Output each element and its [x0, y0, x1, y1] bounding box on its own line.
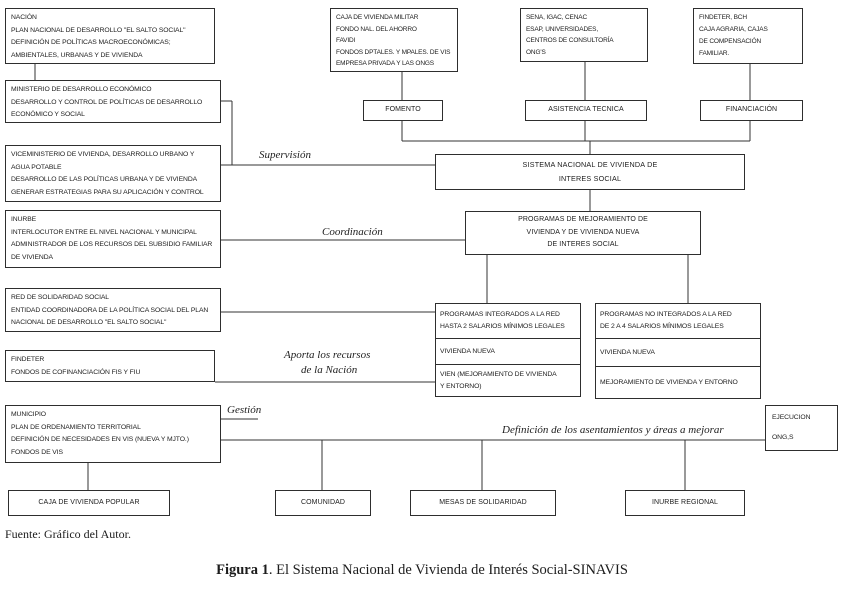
node-programas-integrados-header [436, 304, 580, 338]
text-line: FONDOS DE COFINANCIACIÓN FIS Y FIU [11, 368, 141, 376]
text-line: INURBE [11, 216, 37, 223]
text-line: PROGRAMAS NO INTEGRADOS A LA RED [600, 311, 732, 318]
text-line: NACIÓN [11, 14, 37, 21]
text-line: DE 2 A 4 SALARIOS MÍNIMOS LEGALES [600, 323, 724, 330]
text-line: PROGRAMAS DE MEJORAMIENTO DE [518, 216, 648, 224]
text-line: EJECUCION [772, 414, 811, 421]
node-viceministerio-vivienda [5, 145, 221, 202]
text-line: ADMINISTRADOR DE LOS RECURSOS DEL SUBSIDIO FAMILIAR [11, 241, 213, 248]
text-line: EMPRESA PRIVADA Y LAS ONGS [336, 60, 434, 68]
node-sistema-nacional [435, 154, 745, 190]
node-nacion [5, 8, 215, 64]
text-line: VICEMINISTERIO DE VIVIENDA, DESARROLLO URBANO Y [11, 151, 195, 158]
node-programas-no-integrados-header [596, 304, 760, 338]
text-line: CAJA AGRARIA, CAJAS [699, 26, 768, 33]
edge-label-coordinacion: Coordinación [322, 226, 383, 238]
text-line: Y ENTORNO) [440, 382, 482, 390]
text-line: AGUA POTABLE [11, 163, 62, 171]
text-line: GENERAR ESTRATEGIAS PARA SU APLICACIÓN Y CONTROL [11, 188, 204, 196]
text-line: VIEN (MEJORAMIENTO DE VIVIENDA [440, 370, 557, 378]
node-fomento: FOMENTO [363, 100, 443, 121]
text-line: VIVIENDA Y DE VIVIENDA NUEVA [526, 228, 640, 236]
text-line: FONDO NAL. DEL AHORRO [336, 25, 417, 33]
node-ministerio-desarrollo [5, 80, 221, 123]
text-line: MINISTERIO DE DESARROLLO ECONÓMICO [11, 86, 152, 93]
text-line: HASTA 2 SALARIOS MÍNIMOS LEGALES [440, 323, 565, 330]
node-programas-integrados-vivienda-nueva: VIVIENDA NUEVA [436, 338, 580, 364]
edge-label-definicion: Definición de los asentamientos y áreas a mejorar [502, 424, 724, 436]
text-line: CENTROS DE CONSULTORÍA [526, 37, 614, 45]
node-findeter-bch [693, 8, 803, 64]
node-programas-integrados-mejoramiento [436, 364, 580, 396]
text-line: FINDETER, BCH [699, 14, 747, 21]
text-line: RED DE SOLIDARIDAD SOCIAL [11, 294, 109, 301]
edge-label-gestion: Gestión [227, 404, 262, 416]
node-inurbe-regional: INURBE REGIONAL [625, 490, 745, 516]
text-line: PLAN NACIONAL DE DESARROLLO "EL SALTO SOCIAL" [11, 26, 186, 34]
text-line: PLAN DE ORDENAMIENTO TERRITORIAL [11, 423, 141, 431]
text-line: DEFINICIÓN DE NECESIDADES EN VIS (NUEVA Y MJTO.) [11, 436, 189, 443]
edge-label-aporta-line2: de la Nación [301, 364, 358, 376]
text-line: DE INTERES SOCIAL [547, 241, 619, 249]
text-line: DE COMPENSACIÓN [699, 38, 762, 45]
text-line: MUNICIPIO [11, 411, 46, 418]
text-line: MEJORAMIENTO DE VIVIENDA Y ENTORNO [600, 378, 738, 386]
node-sena-igac [520, 8, 648, 62]
figure-caption-number: Figura 1 [216, 562, 269, 578]
text-line: ONG,S [772, 434, 794, 441]
text-line: NACIONAL DE DESARROLLO "EL SALTO SOCIAL" [11, 319, 167, 326]
text-line: DE VIVIENDA [11, 253, 53, 261]
source-note: Fuente: Gráfico del Autor. [5, 527, 131, 541]
text-line: SISTEMA NACIONAL DE VIVIENDA DE [522, 160, 658, 169]
text-line: ESAP, UNIVERSIDADES, [526, 25, 599, 33]
node-programas-no-integrados-vivienda-nueva: VIVIENDA NUEVA [596, 338, 760, 366]
text-line: CAJA DE VIVIENDA MILITAR [336, 14, 419, 21]
text-line: FONDOS DPTALES. Y MPALES. DE VIS [336, 48, 451, 56]
text-line: DEFINICIÓN DE POLÍTICAS MACROECONÓMICAS; [11, 39, 171, 46]
node-findeter [5, 350, 215, 382]
node-caja-vivienda-militar [330, 8, 458, 72]
node-comunidad: COMUNIDAD [275, 490, 371, 516]
text-line: ONG'S [526, 48, 546, 56]
text-line: FONDOS DE VIS [11, 448, 63, 456]
text-line: FAMILIAR. [699, 50, 730, 57]
node-ejecucion [765, 405, 838, 451]
edge-label-aporta-line1: Aporta los recursos [284, 349, 371, 361]
text-line: FAVIDI [336, 37, 356, 45]
node-inurbe [5, 210, 221, 268]
figure-caption [0, 562, 844, 579]
node-red-solidaridad [5, 288, 221, 332]
node-asistencia-tecnica: ASISTENCIA TECNICA [525, 100, 647, 121]
text-line: ENTIDAD COORDINADORA DE LA POLÍTICA SOCIAL DEL PLAN [11, 306, 209, 314]
node-programas-no-integrados [595, 303, 761, 399]
node-programas-integrados [435, 303, 581, 397]
text-line: SENA, IGAC, CENAC [526, 14, 588, 21]
text-line: DESARROLLO Y CONTROL DE POLÍTICAS DE DESARROLLO [11, 98, 203, 106]
text-line: PROGRAMAS INTEGRADOS A LA RED [440, 311, 560, 318]
text-line: DESARROLLO DE LAS POLÍTICAS URBANA Y DE VIVIENDA [11, 176, 198, 183]
node-programas-no-integrados-mejoramiento [596, 366, 760, 398]
text-line: AMBIENTALES, URBANAS Y DE VIVIENDA [11, 51, 143, 59]
text-line: ECONÓMICO Y SOCIAL [11, 111, 85, 118]
node-programas-mejoramiento [465, 211, 701, 255]
text-line: INTERES SOCIAL [558, 174, 622, 183]
node-caja-vivienda-popular: CAJA DE VIVIENDA POPULAR [8, 490, 170, 516]
node-mesas-solidaridad: MESAS DE SOLIDARIDAD [410, 490, 556, 516]
node-municipio [5, 405, 221, 463]
figure-caption-text: . El Sistema Nacional de Vivienda de Interés Social-SINAVIS [268, 562, 628, 578]
edge-label-supervision: Supervisión [259, 149, 311, 161]
text-line: INTERLOCUTOR ENTRE EL NIVEL NACIONAL Y MUNICIPAL [11, 228, 197, 236]
text-line: FINDETER [11, 356, 45, 363]
node-financiacion: FINANCIACIÓN [700, 100, 803, 121]
